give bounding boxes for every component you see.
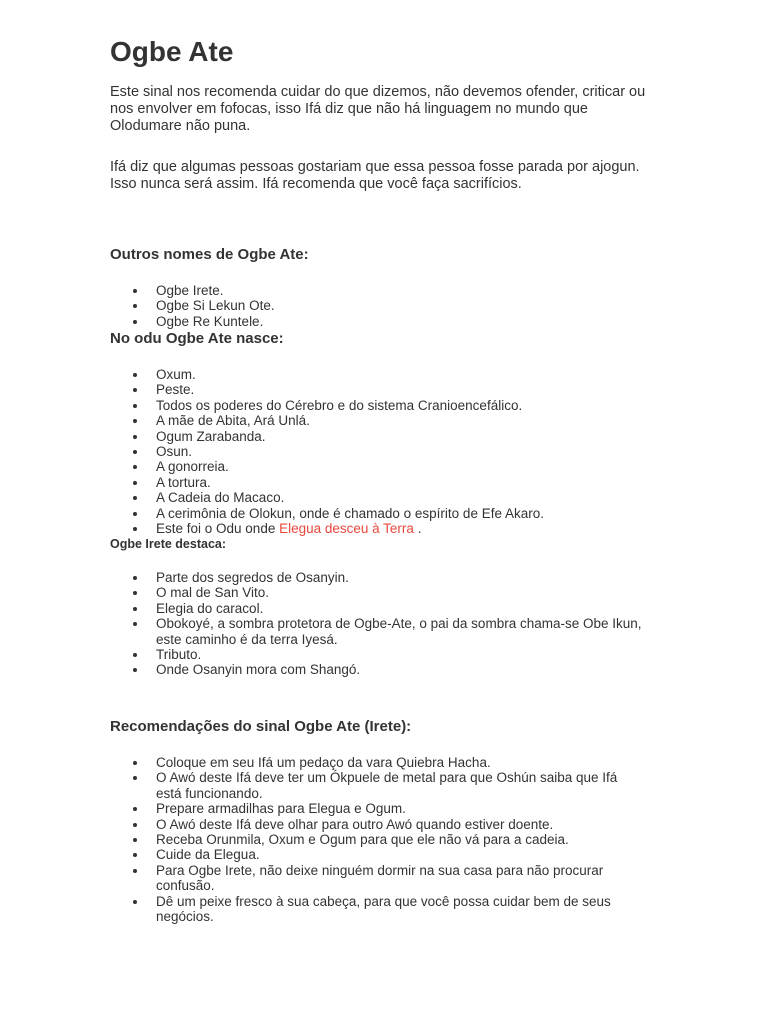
list-item xyxy=(110,521,645,536)
list-item: Peste. xyxy=(110,382,645,397)
list-item: A tortura. xyxy=(110,475,645,490)
list-item: O Awó deste Ifá deve ter um Ókpuele de metal para que Oshún saiba que Ifá está funcionando. xyxy=(110,770,645,801)
list-item-text: . xyxy=(413,521,422,537)
list-item: O Awó deste Ifá deve olhar para outro Awó quando estiver doente. xyxy=(110,817,645,832)
destaca-list xyxy=(110,570,645,678)
outros-nomes-list xyxy=(110,283,645,329)
list-item: Onde Osanyin mora com Shangó. xyxy=(110,662,645,677)
recomendacoes-list xyxy=(110,755,645,924)
nasce-list xyxy=(110,367,645,536)
list-item: Coloque em seu Ifá um pedaço da vara Quiebra Hacha. xyxy=(110,755,645,770)
list-item: O mal de San Vito. xyxy=(110,585,645,600)
list-item: Elegia do caracol. xyxy=(110,601,645,616)
outros-nomes-heading: Outros nomes de Ogbe Ate: xyxy=(110,246,309,263)
list-item: Osun. xyxy=(110,444,645,459)
recomendacoes-heading: Recomendações do sinal Ogbe Ate (Irete): xyxy=(110,718,412,735)
list-item: Prepare armadilhas para Elegua e Ogum. xyxy=(110,801,645,816)
list-item: A gonorreia. xyxy=(110,459,645,474)
list-item: Dê um peixe fresco à sua cabeça, para que você possa cuidar bem de seus negócios. xyxy=(110,894,645,925)
list-item-text: Este foi o Odu onde xyxy=(156,521,280,537)
list-item: A cerimônia de Olokun, onde é chamado o espírito de Efe Akaro. xyxy=(110,506,645,521)
intro-paragraph-1: Este sinal nos recomenda cuidar do que dizemos, não devemos ofender, criticar ou nos envolver em fofocas, isso Ifá diz que não há linguagem no mundo que Olodumare não puna. xyxy=(110,84,646,134)
list-item: Oxum. xyxy=(110,367,645,382)
destaca-heading: Ogbe Irete destaca: xyxy=(110,537,227,551)
nasce-heading: No odu Ogbe Ate nasce: xyxy=(110,330,284,347)
intro-paragraph-2: Ifá diz que algumas pessoas gostariam que essa pessoa fosse parada por ajogun. Isso nunca será assim. Ifá recomenda que você faça sacrifícios. xyxy=(110,159,640,192)
list-item: Ogbe Re Kuntele. xyxy=(110,314,645,329)
list-item: Para Ogbe Irete, não deixe ninguém dormir na sua casa para não procurar confusão. xyxy=(110,863,645,894)
list-item: Parte dos segredos de Osanyin. xyxy=(110,570,645,585)
page-title: Ogbe Ate xyxy=(110,36,234,67)
list-item: Obokoyé, a sombra protetora de Ogbe-Ate, o pai da sombra chama-se Obe Ikun, este caminho é da terra Iyesá. xyxy=(110,616,645,647)
list-item: Todos os poderes do Cérebro e do sistema Cranioencefálico. xyxy=(110,398,645,413)
list-item: A Cadeia do Macaco. xyxy=(110,490,645,505)
list-item: Receba Orunmila, Oxum e Ogum para que ele não vá para a cadeia. xyxy=(110,832,645,847)
list-item: Ogum Zarabanda. xyxy=(110,429,645,444)
list-item: A mãe de Abita, Ará Unlá. xyxy=(110,413,645,428)
list-item: Ogbe Si Lekun Ote. xyxy=(110,298,645,313)
list-item: Tributo. xyxy=(110,647,645,662)
list-item: Cuide da Elegua. xyxy=(110,847,645,862)
list-item: Ogbe Irete. xyxy=(110,283,645,298)
elegua-link[interactable]: Elegua desceu à Terra xyxy=(279,521,414,537)
